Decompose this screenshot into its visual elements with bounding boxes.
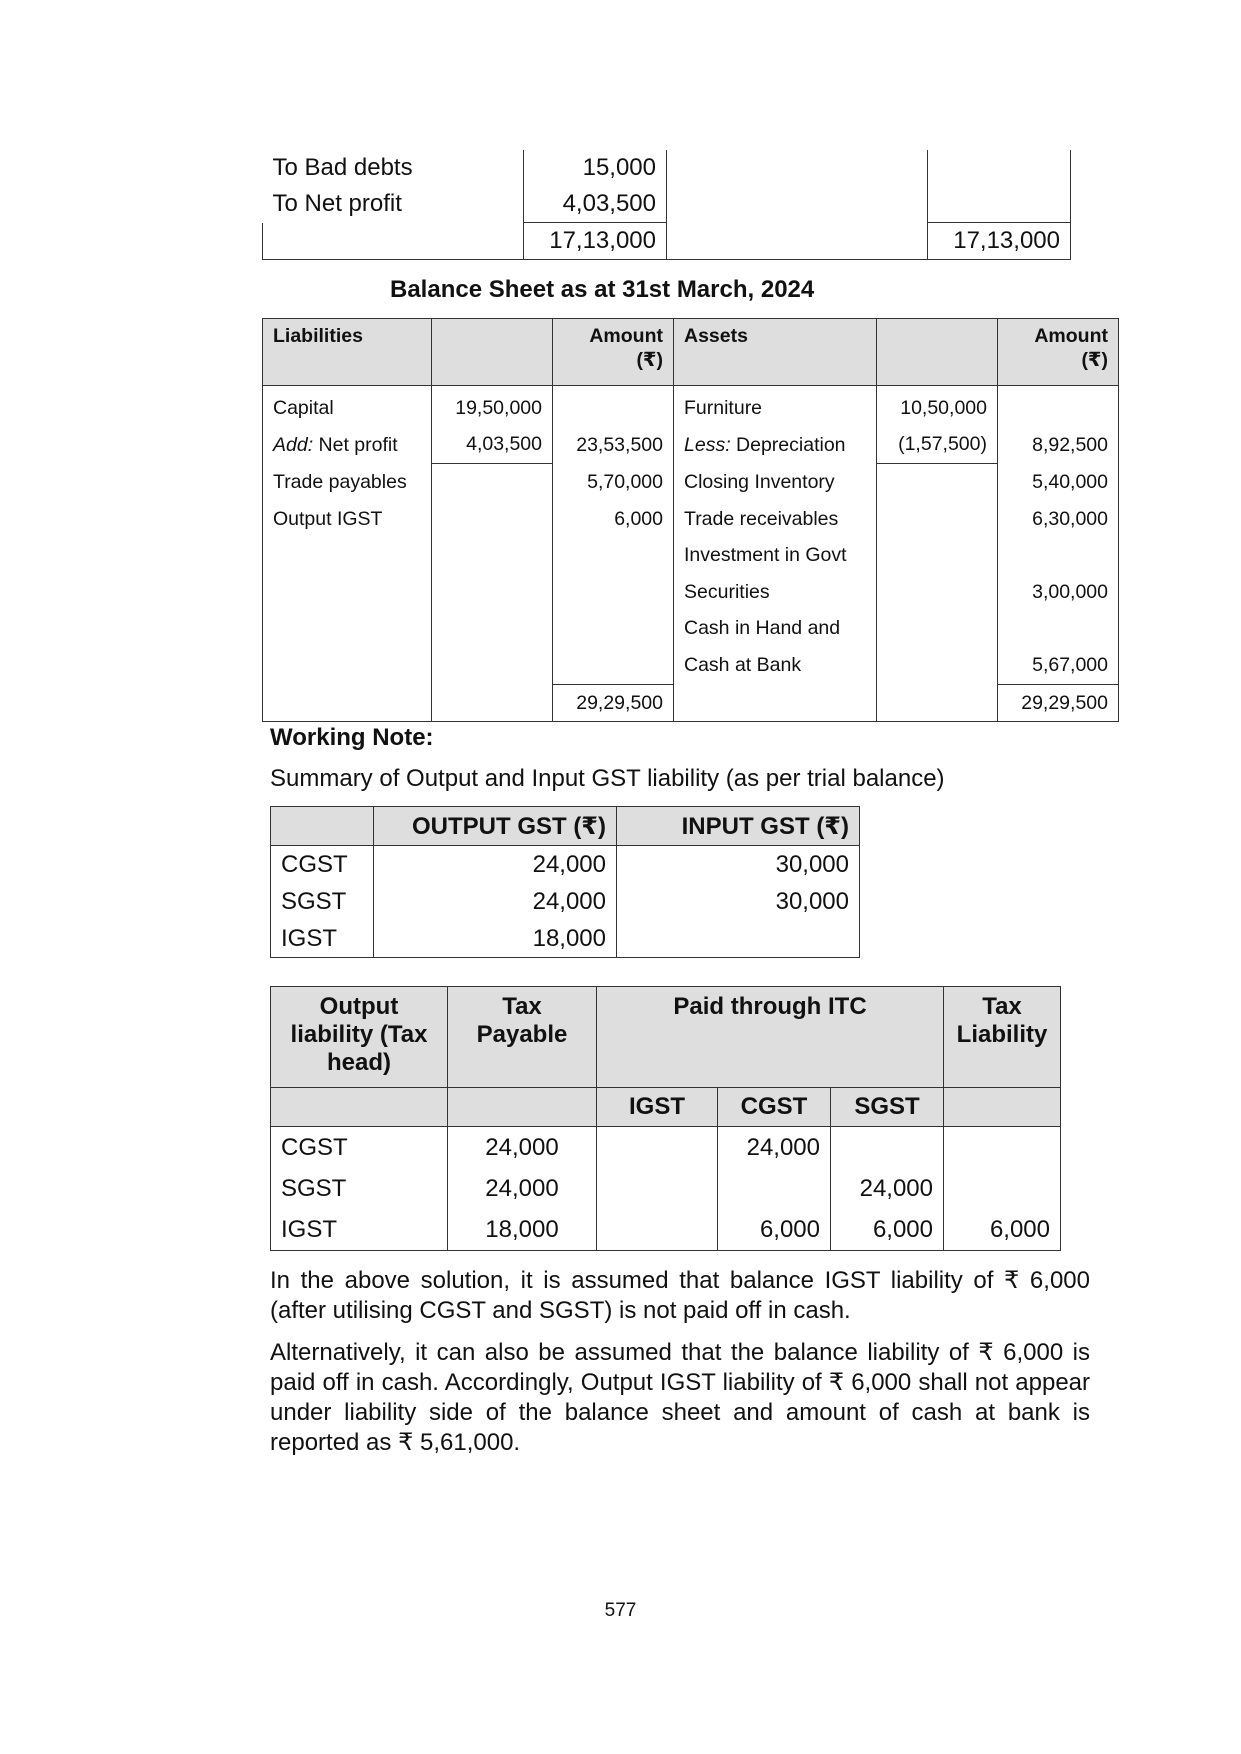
table-row: SGST 24,000 24,000 <box>271 1168 1061 1209</box>
table-row: CGST 24,000 30,000 <box>271 846 860 884</box>
working-note-heading: Working Note: <box>270 724 434 751</box>
page-number: 577 <box>604 1600 637 1621</box>
total-liabilities: 29,29,500 <box>553 684 674 722</box>
pl-amount: 4,03,500 <box>524 186 667 223</box>
gst-summary-table <box>270 806 860 958</box>
gst-header-row <box>271 807 860 846</box>
subheader-cgst: CGST <box>718 1088 831 1127</box>
subheader-igst: IGST <box>597 1088 718 1127</box>
table-row: SGST 24,000 30,000 <box>271 883 860 920</box>
itc-subheader-row <box>271 1088 1061 1127</box>
header-paid-through-itc: Paid through ITC <box>597 987 944 1088</box>
table-row: Investment in Govt <box>263 537 1119 574</box>
table-row: Output IGST 6,000 Trade receivables 6,30,000 <box>263 501 1119 538</box>
table-row: IGST 18,000 <box>271 920 860 958</box>
header-input-gst: INPUT GST (₹) <box>617 807 860 846</box>
subheader-sgst: SGST <box>831 1088 944 1127</box>
itc-header-row <box>271 987 1061 1088</box>
pl-particular: To Net profit <box>272 190 402 218</box>
table-row <box>263 150 1071 186</box>
itc-utilisation-table <box>270 986 1061 1251</box>
header-assets: Assets <box>674 319 877 386</box>
header-amount-right: Amount (₹) <box>998 319 1119 386</box>
pl-total-row <box>263 223 1071 260</box>
balance-sheet-header <box>263 319 1119 386</box>
table-row <box>263 186 1071 223</box>
balance-sheet-table <box>262 318 1119 722</box>
header-liabilities: Liabilities <box>263 319 432 386</box>
table-row: Cash in Hand and <box>263 611 1119 648</box>
table-row: Capital 19,50,000 Furniture 10,50,000 <box>263 386 1119 427</box>
table-row: IGST 18,000 6,000 6,000 6,000 <box>271 1209 1061 1251</box>
pl-total-left: 17,13,000 <box>524 223 667 260</box>
balance-sheet-title: Balance Sheet as at 31st March, 2024 <box>390 276 815 303</box>
header-tax-liability: Tax Liability <box>944 987 1061 1088</box>
paragraph-assumption: In the above solution, it is assumed that balance IGST liability of ₹ 6,000 (after utilising CGST and SGST) is not paid off in cash. <box>270 1267 1090 1324</box>
table-row: Securities 3,00,000 <box>263 574 1119 611</box>
header-amount-left: Amount (₹) <box>553 319 674 386</box>
header-output-liability: Output liability (Tax head) <box>271 987 448 1088</box>
table-row: Trade payables 5,70,000 Closing Inventory 5,40,000 <box>263 464 1119 501</box>
header-tax-payable: Tax Payable <box>448 987 597 1088</box>
paragraph-alternative: Alternatively, it can also be assumed that the balance liability of ₹ 6,000 is paid off in cash. Accordingly, Output IGST liability of ₹ 6,000 shall not appear under liability side of the balance sheet and amount of cash at bank is reported as ₹ 5,61,000. <box>270 1339 1090 1456</box>
table-row: Add: Net profit 4,03,500 23,53,500 Less: Depreciation (1,57,500) 8,92,500 <box>263 427 1119 464</box>
working-note-subheading: Summary of Output and Input GST liability (as per trial balance) <box>270 765 945 792</box>
profit-loss-fragment <box>262 150 1071 260</box>
pl-amount: 15,000 <box>524 150 667 186</box>
table-row: CGST 24,000 24,000 <box>271 1127 1061 1169</box>
header-output-gst: OUTPUT GST (₹) <box>374 807 617 846</box>
total-assets: 29,29,500 <box>998 684 1119 722</box>
pl-particular: To Bad debts <box>272 154 413 181</box>
balance-sheet-total-row <box>263 684 1119 722</box>
pl-total-right: 17,13,000 <box>928 223 1071 260</box>
table-row: Cash at Bank 5,67,000 <box>263 647 1119 684</box>
